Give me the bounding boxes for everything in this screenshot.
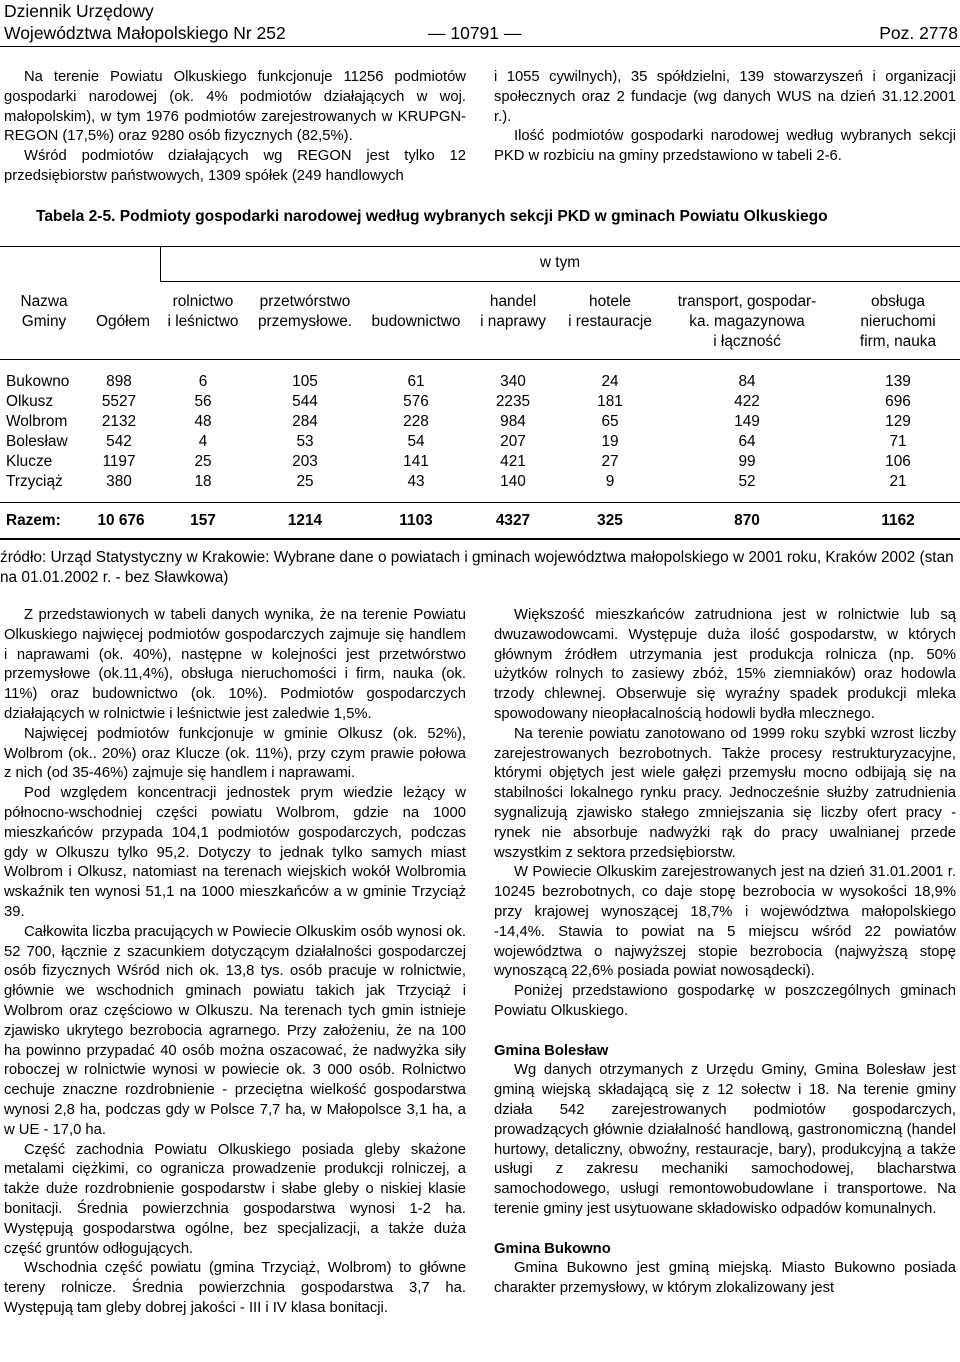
table-cell: 9 bbox=[605, 473, 615, 490]
intro-right-column bbox=[494, 68, 956, 167]
header-budownictwo bbox=[364, 312, 468, 332]
table-cell: 25 bbox=[194, 453, 212, 470]
ogolem-column bbox=[84, 372, 154, 492]
paragraph: Poniżej przedstawiono gospodarkę w poszczególnych gminach Powiatu Olkuskiego. bbox=[494, 983, 956, 1019]
table-cell: 284 bbox=[292, 413, 318, 430]
rolnictwo-column bbox=[158, 372, 248, 492]
header-rule bbox=[0, 46, 960, 47]
table-cell: 106 bbox=[885, 453, 911, 470]
hotele-column bbox=[558, 372, 662, 492]
spacer bbox=[494, 1022, 956, 1042]
header-text: hotele bbox=[589, 293, 631, 310]
header-transport bbox=[664, 292, 830, 352]
table-cell: 140 bbox=[500, 473, 526, 490]
header-przetworstwo bbox=[246, 292, 364, 332]
paragraph: Wśród podmiotów działających wg REGON jest tylko 12 przedsiębiorstw państwowych, 1309 spółek (249 handlowych bbox=[4, 148, 466, 184]
table-bottom-rule bbox=[0, 538, 960, 540]
table-cell: 5527 bbox=[101, 393, 137, 410]
table-cell: 542 bbox=[106, 433, 132, 450]
header-text: Gminy bbox=[21, 313, 67, 330]
rows-bottom-rule bbox=[0, 502, 960, 503]
gmina-column bbox=[6, 372, 90, 492]
header-bottom-rule bbox=[0, 359, 960, 360]
table-cell: 207 bbox=[500, 433, 526, 450]
table-cell: 54 bbox=[407, 433, 425, 450]
journal-title: Dziennik Urzędowy bbox=[4, 1, 154, 21]
table-cell: 56 bbox=[194, 393, 212, 410]
table-cell: 149 bbox=[734, 413, 760, 430]
header-text: przetwórstwo bbox=[259, 293, 351, 310]
header-text: i naprawy bbox=[480, 313, 546, 330]
paragraph: Najwięcej podmiotów funkcjonuje w gminie Olkusz (ok. 52%), Wolbrom (ok.. 20%) oraz Klucze (ok. 11%), przy czym prawie połowa z nich (od 35-46%) zajmuje się handlem i naprawami. bbox=[4, 725, 466, 782]
table-cell: 141 bbox=[403, 453, 429, 470]
table-cell: 380 bbox=[106, 473, 132, 490]
paragraph: W Powiecie Olkuskim zarejestrowanych jest na dzień 31.01.2001 r. 10245 bezrobotnych, co daje stopę bezrobocia w wysokości 18,9% przy krajowej wynoszącej 18,7% i województwa małopolskiego -14,4%. Stawia to powiat na 5 miejscu wśród 22 powiatów województwa o najwyższej stopie bezrobocia (najwyższą stopę wynoszącą 22,6% posiada powiat nowosądecki). bbox=[494, 864, 956, 980]
paragraph: i 1055 cywilnych), 35 spółdzielni, 139 stowarzyszeń i organizacji społecznych oraz 2 fundacje (wg danych WUS na dzień 31.12.2001 r.). bbox=[494, 69, 956, 125]
header-text: i łączność bbox=[713, 333, 781, 350]
table-cell: 129 bbox=[885, 413, 911, 430]
table-cell: 105 bbox=[292, 373, 318, 390]
header-nazwa bbox=[0, 292, 88, 332]
handel-column bbox=[468, 372, 558, 492]
table-cell: 1197 bbox=[102, 453, 136, 470]
total-label: Razem: bbox=[6, 512, 61, 529]
table-cell: 6 bbox=[198, 373, 208, 390]
header-handel bbox=[468, 292, 558, 332]
transport-column bbox=[664, 372, 830, 492]
table-cell: 61 bbox=[407, 373, 425, 390]
table-cell: 52 bbox=[738, 473, 756, 490]
paragraph: Część zachodnia Powiatu Olkuskiego posiada gleby skażone metalami ciężkimi, co ogranicza prowadzenie produkcji rolniczej, a także duże rozdrobnienie gospodarstw i słabe gleby o niskiej klasie bonitacji. Średnia powierzchnia gospodarstwa wynosi 1-2 ha. Występują gospodarstwa ogólne, bez specjalizacji, a także duża część gruntów odłogujących. bbox=[4, 1141, 466, 1257]
table-cell: 422 bbox=[734, 393, 760, 410]
position-number: Poz. 2778 bbox=[879, 23, 958, 43]
table-cell: 421 bbox=[500, 453, 526, 470]
header-text: Ogółem bbox=[96, 313, 150, 330]
paragraph: Gmina Bukowno jest gminą miejską. Miasto Bukowno posiada charakter przemysłowy, w którym zlokalizowany jest bbox=[494, 1260, 956, 1297]
total-ogolem: 10 676 bbox=[97, 512, 145, 529]
table-cell: 99 bbox=[738, 453, 756, 470]
table-cell: 21 bbox=[889, 473, 907, 490]
body-left-column bbox=[4, 606, 466, 1319]
table-cell: 139 bbox=[885, 373, 911, 390]
total-hotele: 325 bbox=[597, 512, 623, 529]
table-cell: Bolesław bbox=[6, 433, 68, 450]
table-cell: 2132 bbox=[101, 413, 137, 430]
intro-left-column bbox=[4, 68, 466, 187]
header-hotele bbox=[558, 292, 662, 332]
table-cell: Wolbrom bbox=[6, 413, 68, 430]
table-cell: 2235 bbox=[495, 393, 531, 410]
header-text: nieruchomi bbox=[860, 313, 936, 330]
table-cell: 228 bbox=[403, 413, 429, 430]
journal-subtitle: Województwa Małopolskiego Nr 252 bbox=[4, 23, 286, 43]
header-text: obsługa bbox=[871, 293, 925, 310]
header-ogolem bbox=[84, 312, 162, 332]
group-header: w tym bbox=[539, 254, 581, 271]
table-cell: Klucze bbox=[6, 453, 53, 470]
section-heading: Gmina Bukowno bbox=[494, 1240, 611, 1257]
table-cell: Trzyciąż bbox=[6, 473, 63, 490]
section-heading: Gmina Bolesław bbox=[494, 1042, 609, 1059]
table-cell: Olkusz bbox=[6, 393, 54, 410]
paragraph: Na terenie Powiatu Olkuskiego funkcjonuje 11256 podmiotów gospodarki narodowej (ok. 4% podmiotów działających w woj. małopolskim), w tym 1976 podmiotów zarejestrowanych w KRUPGN-REGON (17,5%) oraz 9280 osób fizycznych (82,5%). bbox=[4, 69, 466, 145]
spacer bbox=[494, 1220, 956, 1240]
header-text: i leśnictwo bbox=[167, 313, 239, 330]
total-rolnictwo: 157 bbox=[190, 512, 216, 529]
header-text: Nazwa bbox=[20, 293, 68, 310]
table-cell: 25 bbox=[296, 473, 314, 490]
header-text: przemysłowe. bbox=[257, 313, 353, 330]
header-obsluga bbox=[840, 292, 956, 352]
table-cell: 65 bbox=[601, 413, 619, 430]
header-text: firm, nauka bbox=[859, 333, 937, 350]
paragraph: Wschodnia część powiatu (gmina Trzyciąż, Wolbrom) to główne tereny rolnicze. Średnia powierzchnia gospodarstwa 3,7 ha. Występują tam gleby dobrej jakości - III i IV klasa bonitacji. bbox=[4, 1260, 466, 1316]
table-cell: 203 bbox=[292, 453, 318, 470]
table-cell: 4 bbox=[198, 433, 208, 450]
total-transport: 870 bbox=[734, 512, 760, 529]
paragraph: Pod względem koncentracji jednostek prym wiedzie leżący w północno-wschodniej części powiatu Wolbrom, gdzie na 1000 mieszkańców przypada 104,1 podmiotów gospodarczych, podczas gdy w Olkuszu tylko 95,2. Dotyczy to jednak tylko samych miast Wolbrom i Olkusz, natomiast na terenach wiejskich wokół Wolbromia wskaźnik ten wynosi 51,1 na 1000 mieszkańców a w gminie Trzyciąż 39. bbox=[4, 785, 466, 920]
header-text: ka. magazynowa bbox=[689, 313, 805, 330]
page-number: — 10791 — bbox=[428, 23, 522, 43]
paragraph: Większość mieszkańców zatrudniona jest w rolnictwie lub są dwuzawodowcami. Występuje duża ilość gospodarstw, w których głównym źródłem utrzymania jest produkcja rolnicza (np. 50% użytków rolnych to zasiewy zbóż, 15% ziemniaków) oraz hodowla trzody chlewnej. Obserwuje się wyraźny spadek produkcji mleka spowodowany nieopłacalnością hodowli bydła mlecznego. bbox=[494, 607, 956, 722]
body-right-column bbox=[494, 606, 956, 1299]
table-cell: 898 bbox=[106, 373, 132, 390]
total-budownictwo: 1103 bbox=[399, 512, 433, 529]
table-cell: 544 bbox=[292, 393, 318, 410]
table-cell: 19 bbox=[601, 433, 619, 450]
przetworstwo-column bbox=[246, 372, 364, 492]
total-obsluga: 1162 bbox=[881, 512, 915, 529]
header-text: handel bbox=[489, 293, 537, 310]
table-cell: 984 bbox=[500, 413, 526, 430]
table-cell: 340 bbox=[500, 373, 526, 390]
header-text: i restauracje bbox=[568, 313, 652, 330]
table-cell: 71 bbox=[889, 433, 907, 450]
paragraph: Na terenie powiatu zanotowano od 1999 roku szybki wzrost liczby zarejestrowanych bezrobotnych. Także procesy restrukturyzacyjne, którymi objętych jest wiele gałęzi przemysłu mocno odbijają się na stabilności lokalnego rynku pracy. Jednocześnie służby zatrudnienia sygnalizują zjawisko stałego zmniejszania się liczby ofert pracy - rynek nie absorbuje nadwyżki rąk do pracy uwalnianej przede wszystkim z sektora przedsiębiorstw. bbox=[494, 725, 956, 861]
table-caption: Tabela 2-5. Podmioty gospodarki narodowej według wybranych sekcji PKD w gminach Powiatu Olkuskiego bbox=[36, 208, 828, 225]
header-rolnictwo bbox=[158, 292, 248, 332]
paragraph: Z przedstawionych w tabeli danych wynika, że na terenie Powiatu Olkuskiego najwięcej podmiotów gospodarczych zajmuje się handlem i naprawami (ok. 40%), następne w kolejności jest przetwórstwo przemysłowe (ok.11,4%), obsługa nieruchomości i firm, nauka (ok. 11%) oraz budownictwo (ok. 10%). Podmiotów gospodarczych działających w rolnictwie i leśnictwie jest zaledwie 1,5%. bbox=[4, 607, 466, 722]
table-cell: 576 bbox=[403, 393, 429, 410]
table-cell: 181 bbox=[597, 393, 623, 410]
table-cell: 84 bbox=[738, 373, 756, 390]
table-cell: 24 bbox=[601, 373, 619, 390]
table-cell: 43 bbox=[407, 473, 425, 490]
total-handel: 4327 bbox=[495, 512, 531, 529]
obsluga-column bbox=[840, 372, 956, 492]
table-cell: 27 bbox=[601, 453, 619, 470]
table-cell: Bukowno bbox=[6, 373, 70, 390]
table-cell: 696 bbox=[885, 393, 911, 410]
group-header-rule bbox=[160, 281, 960, 282]
header-text: budownictwo bbox=[371, 313, 461, 330]
table-top-rule bbox=[0, 246, 960, 247]
table-cell: 64 bbox=[738, 433, 756, 450]
table-cell: 53 bbox=[296, 433, 314, 450]
header-text: rolnictwo bbox=[172, 293, 234, 310]
header-text: transport, gospodar- bbox=[677, 293, 817, 310]
table-source: źródło: Urząd Statystyczny w Krakowie: Wybrane dane o powiatach i gminach województwa małopolskiego w 2001 roku, Kraków 2002 (stan na 01.01.2002 r. - bez Sławkowa) bbox=[0, 549, 954, 586]
paragraph: Całkowita liczba pracujących w Powiecie Olkuskim osób wynosi ok. 52 700, łącznie z szacunkiem dotyczącym działalności gospodarczej osób fizycznych Wśród nich ok. 13,8 tys. osób pracuje w rolnictwie, głównie we wschodnich gminach powiatu takich jak Trzyciąż i Wolbrom oraz częściowo w Olkuszu. Na terenach tych gmin istnieje zjawisko ukrytego bezrobocia agrarnego. Przy założeniu, że na 100 ha powinno przypadać 40 osób można oszacować, że nadwyżka siły roboczej w rolnictwie wynosi w powiecie ok. 3 000 osób. Rolnictwo cechuje znaczne rozdrobnienie - przeciętna wielkość gospodarstwa wynosi 2,8 ha, podczas gdy w Polsce 7,7 ha, w Małopolsce 3,1 ha, a w UE - 17,0 ha. bbox=[4, 923, 466, 1138]
table-cell: 18 bbox=[194, 473, 212, 490]
paragraph: Wg danych otrzymanych z Urzędu Gminy, Gmina Bolesław jest gminą wiejską składającą się z 12 sołectw i 18. Na terenie gminy działa 542 zarejestrowanych podmiotów gospodarczych, prowadzących głównie działalność handlową, gastronomiczną (handel hurtowy, detaliczny, obwoźny, restauracje, bary), produkcyjną a także usługi z zakresu mechaniki samochodowej, blacharstwa samochodowego, usługi remontowobudowlane i transportowe. Na terenie gminy jest usytuowane składowisko odpadów komunalnych. bbox=[494, 1062, 956, 1217]
page-header bbox=[0, 0, 960, 46]
budownictwo-column bbox=[364, 372, 468, 492]
table-cell: 48 bbox=[194, 413, 212, 430]
total-przetworstwo: 1214 bbox=[287, 512, 323, 529]
paragraph: Ilość podmiotów gospodarki narodowej według wybranych sekcji PKD w rozbiciu na gminy przedstawiono w tabeli 2-6. bbox=[494, 128, 956, 165]
